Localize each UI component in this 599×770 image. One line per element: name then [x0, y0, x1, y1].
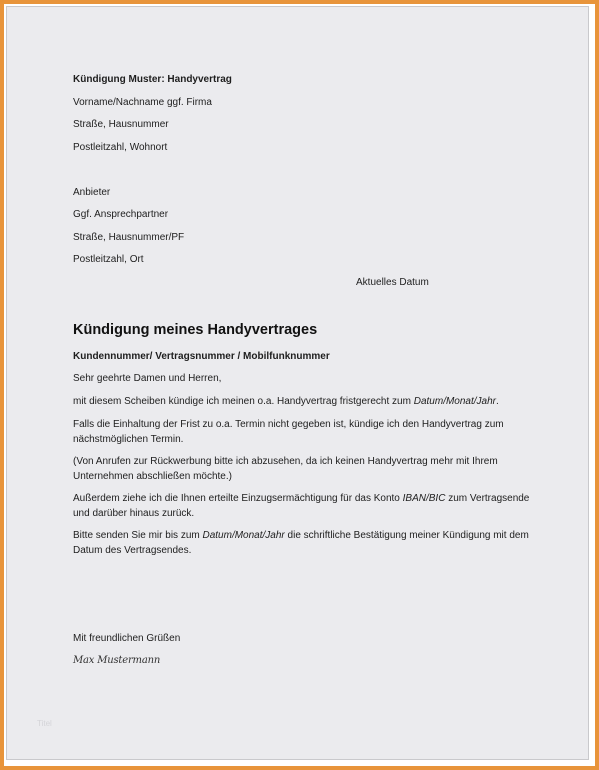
recipient-contact: Ggf. Ansprechpartner	[73, 209, 169, 220]
paragraph-no-calls: (Von Anrufen zur Rückwerbung bitte ich abzusehen, da ich keinen Handyvertrag mehr mit Ihrem Unternehmen abschließen möchte.)	[73, 456, 498, 482]
document-title: Kündigung Muster: Handyvertrag	[73, 74, 232, 85]
signature: Max Mustermann	[73, 655, 161, 666]
iban-placeholder: IBAN/BIC	[402, 493, 446, 504]
paragraph-direct-debit	[73, 491, 533, 521]
salutation: Sehr geehrte Damen und Herren,	[73, 373, 222, 384]
date-placeholder: Datum/Monat/Jahr	[413, 396, 496, 407]
watermark: Titel	[37, 719, 52, 728]
date-placeholder-2: Datum/Monat/Jahr	[202, 530, 285, 541]
recipient-street: Straße, Hausnummer/PF	[73, 232, 185, 243]
paragraph-next-date: Falls die Einhaltung der Frist zu o.a. Termin nicht gegeben ist, kündige ich den Handyvertrag zum nächstmöglichen Termin.	[73, 419, 504, 445]
paragraph-direct-debit-text: Außerdem ziehe ich die Ihnen erteilte Einzugsermächtigung für das Konto	[73, 493, 403, 504]
paragraph-confirmation	[73, 528, 533, 558]
closing: Mit freundlichen Grüßen	[73, 633, 181, 644]
letter-subject: Kündigung meines Handyvertrages	[73, 322, 318, 338]
recipient-city: Postleitzahl, Ort	[73, 254, 144, 265]
paragraph-confirmation-end: die schriftliche Bestätigung meiner Kündigung mit dem Datum des Vertragsendes.	[73, 530, 529, 556]
paragraph-termination	[73, 396, 499, 408]
sender-city: Postleitzahl, Wohnort	[73, 142, 168, 153]
recipient-provider: Anbieter	[73, 187, 111, 198]
paragraph-confirmation-text: Bitte senden Sie mir bis zum	[73, 530, 203, 541]
sender-name: Vorname/Nachname ggf. Firma	[73, 97, 212, 108]
reference-line: Kundennummer/ Vertragsnummer / Mobilfunknummer	[73, 351, 330, 362]
paragraph-direct-debit-end: zum Vertragsende und darüber hinaus zurück.	[73, 493, 530, 519]
letter-date: Aktuelles Datum	[356, 277, 429, 288]
paragraph-termination-text: mit diesem Scheiben kündige ich meinen o.a. Handyvertrag fristgerecht zum	[73, 396, 414, 407]
paragraph-termination-end: .	[496, 396, 499, 407]
sender-street: Straße, Hausnummer	[73, 119, 169, 130]
